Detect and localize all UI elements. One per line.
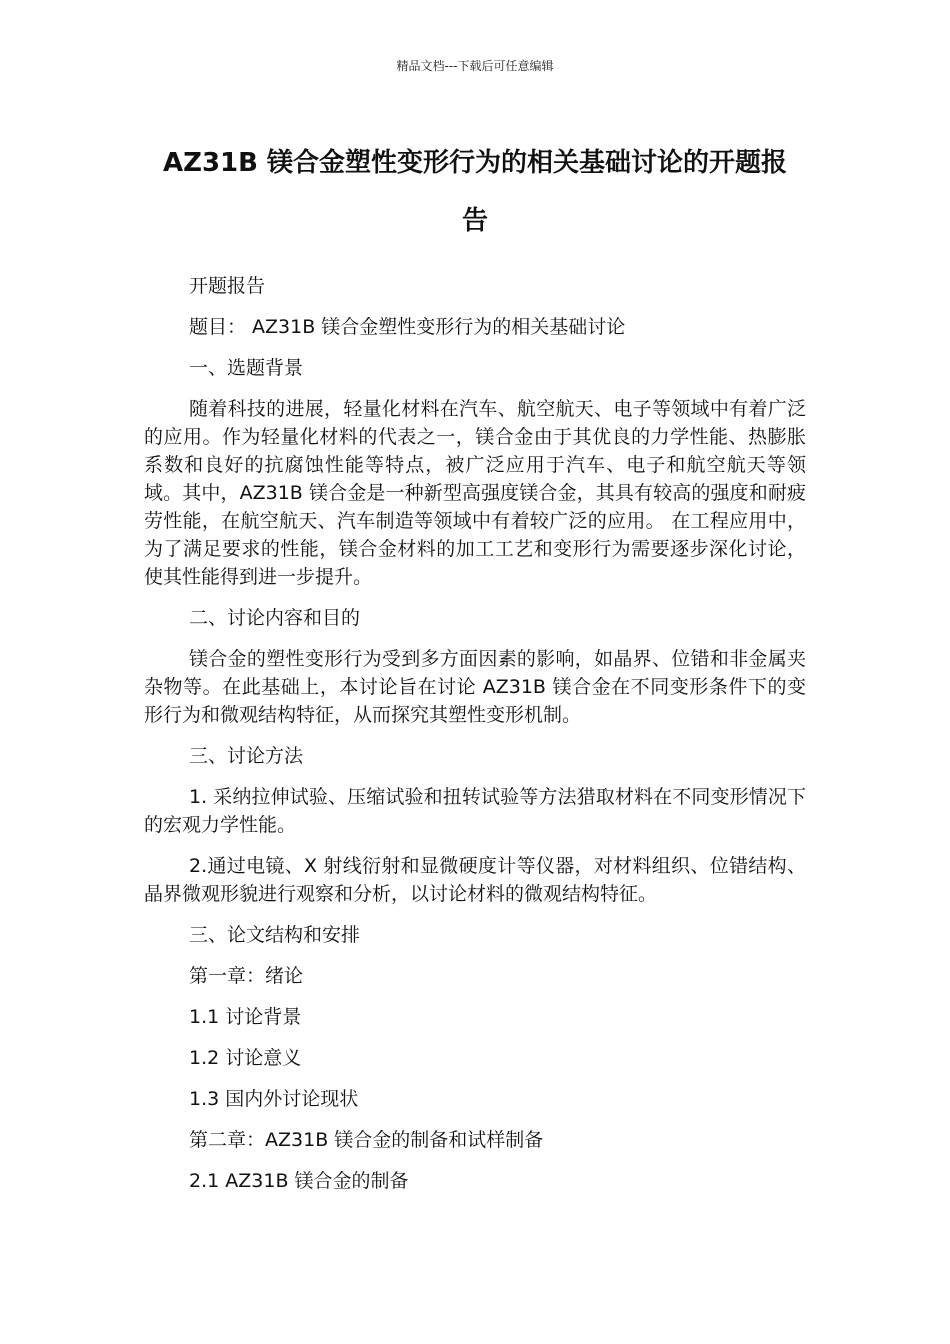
document-body <box>144 272 806 1208</box>
heading-structure: 三、论文结构和安排 <box>189 924 361 946</box>
paragraph-content-purpose: 镁合金的塑性变形行为受到多方面因素的影响，如晶界、位错和非金属夹杂物等。在此基础上，本讨论旨在讨论 AZ31B 镁合金在不同变形条件下的变形行为和微观结构特征，从而探究其塑性变形机制。 <box>144 648 806 726</box>
document-title: AZ31B 镁合金塑性变形行为的相关基础讨论的开题报告 <box>162 148 788 236</box>
section-1-2: 1.2 讨论意义 <box>189 1047 302 1069</box>
heading-methods: 三、讨论方法 <box>189 745 304 767</box>
paragraph-method-1: 1. 采纳拉伸试验、压缩试验和扭转试验等方法猎取材料在不同变形情况下的宏观力学性能。 <box>144 786 806 836</box>
chapter-2: 第二章：AZ31B 镁合金的制备和试样制备 <box>189 1129 544 1151</box>
heading-background: 一、选题背景 <box>189 357 304 379</box>
section-2-1: 2.1 AZ31B 镁合金的制备 <box>189 1170 409 1192</box>
section-1-3: 1.3 国内外讨论现状 <box>189 1088 359 1110</box>
chapter-1: 第一章：绪论 <box>189 965 304 987</box>
paragraph-method-2: 2.通过电镜、X 射线衍射和显微硬度计等仪器，对材料组织、位错结构、晶界微观形貌进行观察和分析，以讨论材料的微观结构特征。 <box>144 855 806 905</box>
heading-content-purpose: 二、讨论内容和目的 <box>189 607 361 629</box>
paragraph-topic: 题目： AZ31B 镁合金塑性变形行为的相关基础讨论 <box>189 316 626 338</box>
section-1-1: 1.1 讨论背景 <box>189 1006 302 1028</box>
paragraph-report-label: 开题报告 <box>189 275 266 297</box>
paragraph-background: 随着科技的进展，轻量化材料在汽车、航空航天、电子等领域中有着广泛的应用。作为轻量化材料的代表之一，镁合金由于其优良的力学性能、热膨胀系数和良好的抗腐蚀性能等特点，被广泛应用于汽车、电子和航空航天等领域。其中，AZ31B 镁合金是一种新型高强度镁合金，其具有较高的强度和耐疲劳性能，在航空航天、汽车制造等领域中有着较广泛的应用。 在工程应用中，为了满足要求的性能，镁合金材料的加工工艺和变形行为需要逐步深化讨论，使其性能得到进一步提升。 <box>144 398 806 588</box>
header-note: 精品文档---下载后可任意编辑 <box>396 59 554 73</box>
